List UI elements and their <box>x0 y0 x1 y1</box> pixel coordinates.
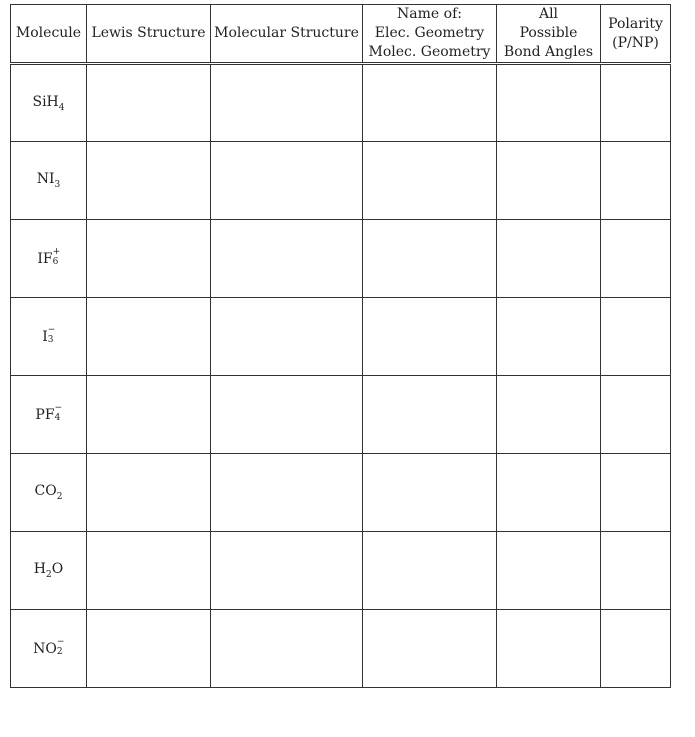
polarity-cell[interactable] <box>601 610 671 688</box>
molecular-structure-cell[interactable] <box>211 220 363 298</box>
header-bond-angles <box>497 5 601 64</box>
geometry-cell[interactable] <box>363 142 497 220</box>
table-row <box>11 64 671 142</box>
header-geometry <box>363 5 497 64</box>
molecular-structure-cell[interactable] <box>211 298 363 376</box>
table-row <box>11 142 671 220</box>
molecule-formula-sub: 2 <box>56 491 63 502</box>
molecule-cell <box>11 64 87 142</box>
molecule-formula-sub: 3 <box>54 179 61 190</box>
molecule-formula-base: H <box>33 561 46 578</box>
header-geometry-line2: Elec. Geometry <box>374 25 485 41</box>
bond-angles-cell[interactable] <box>497 610 601 688</box>
polarity-cell[interactable] <box>601 220 671 298</box>
molecule-formula-sub: 2 <box>46 569 52 580</box>
lewis-structure-cell[interactable] <box>87 220 211 298</box>
molecular-structure-cell[interactable] <box>211 454 363 532</box>
polarity-cell[interactable] <box>601 376 671 454</box>
geometry-cell[interactable] <box>363 220 497 298</box>
polarity-cell[interactable] <box>601 142 671 220</box>
header-polarity <box>601 5 671 64</box>
molecule-formula-base: NO <box>33 640 57 657</box>
polarity-cell[interactable] <box>601 298 671 376</box>
molecule-formula <box>37 246 61 267</box>
table-row <box>11 298 671 376</box>
molecule-formula-sub: 4 <box>58 102 65 113</box>
lewis-structure-cell[interactable] <box>87 376 211 454</box>
geometry-cell[interactable] <box>363 298 497 376</box>
molecular-structure-cell[interactable] <box>211 64 363 142</box>
molecule-formula <box>36 171 61 190</box>
molecule-formula <box>34 483 63 502</box>
molecule-formula <box>33 636 65 657</box>
molecule-formula-charge <box>47 324 56 345</box>
bond-angles-cell[interactable] <box>497 532 601 610</box>
molecular-structure-cell[interactable] <box>211 142 363 220</box>
lewis-structure-cell[interactable] <box>87 64 211 142</box>
lewis-structure-cell[interactable] <box>87 298 211 376</box>
molecule-formula-base: CO <box>34 483 57 500</box>
bond-angles-cell[interactable] <box>497 64 601 142</box>
header-geometry-line3: Molec. Geometry <box>368 44 491 60</box>
molecule-formula-sup: + <box>52 246 61 257</box>
geometry-cell[interactable] <box>363 64 497 142</box>
header-angles-line1: All <box>538 6 559 22</box>
molecule-formula <box>32 93 65 113</box>
geometry-cell[interactable] <box>363 610 497 688</box>
lewis-structure-cell[interactable] <box>87 142 211 220</box>
molecule-formula-base: I <box>42 328 48 345</box>
molecule-formula-sub: 6 <box>52 256 59 267</box>
molecule-formula-base: PF <box>35 406 55 423</box>
polarity-cell[interactable] <box>601 532 671 610</box>
table-row <box>11 376 671 454</box>
molecule-formula-tail: O <box>51 561 64 578</box>
molecule-formula-sup: − <box>54 402 63 413</box>
molecule-formula-sup: − <box>56 636 65 647</box>
header-polarity-line1: Polarity <box>608 15 663 32</box>
bond-angles-cell[interactable] <box>497 142 601 220</box>
molecule-cell <box>11 220 87 298</box>
molecule-formula-sub: 4 <box>54 412 61 423</box>
molecule-formula-charge <box>56 636 65 657</box>
molecule-cell <box>11 142 87 220</box>
bond-angles-cell[interactable] <box>497 220 601 298</box>
molecule-cell <box>11 610 87 688</box>
lewis-structure-cell[interactable] <box>87 532 211 610</box>
lewis-structure-cell[interactable] <box>87 454 211 532</box>
molecular-structure-cell[interactable] <box>211 532 363 610</box>
molecule-cell <box>11 532 87 610</box>
molecule-formula <box>33 561 64 580</box>
molecule-formula <box>35 402 63 423</box>
molecule-formula-charge <box>52 246 61 267</box>
molecular-structure-cell[interactable] <box>211 376 363 454</box>
polarity-cell[interactable] <box>601 64 671 142</box>
table-row <box>11 454 671 532</box>
molecule-formula-base: IF <box>37 250 53 267</box>
header-geometry-line1: Name of: <box>397 6 462 22</box>
header-molecular-structure: Molecular Structure <box>211 5 363 64</box>
header-row <box>11 5 671 64</box>
molecule-formula <box>42 324 56 345</box>
molecule-formula-base: SiH <box>32 93 59 110</box>
molecular-structure-cell[interactable] <box>211 610 363 688</box>
geometry-cell[interactable] <box>363 454 497 532</box>
molecule-formula-sup: − <box>47 324 56 335</box>
bond-angles-cell[interactable] <box>497 376 601 454</box>
bond-angles-cell[interactable] <box>497 298 601 376</box>
polarity-cell[interactable] <box>601 454 671 532</box>
header-molecule: Molecule <box>11 5 87 64</box>
molecule-formula-sub: 2 <box>56 646 63 657</box>
table-row <box>11 610 671 688</box>
header-angles-line3: Bond Angles <box>503 44 594 60</box>
header-polarity-line2: (P/NP) <box>612 34 659 51</box>
molecule-worksheet-table <box>10 4 671 688</box>
molecule-formula-sub: 3 <box>47 334 54 345</box>
molecule-formula-base: NI <box>36 171 55 188</box>
molecule-cell <box>11 376 87 454</box>
molecule-cell <box>11 298 87 376</box>
header-lewis-structure: Lewis Structure <box>87 5 211 64</box>
molecule-cell <box>11 454 87 532</box>
table-row <box>11 220 671 298</box>
geometry-cell[interactable] <box>363 532 497 610</box>
header-angles-line2: Possible <box>519 25 578 41</box>
molecule-formula-charge <box>54 402 63 423</box>
table-row <box>11 532 671 610</box>
bond-angles-cell[interactable] <box>497 454 601 532</box>
geometry-cell[interactable] <box>363 376 497 454</box>
lewis-structure-cell[interactable] <box>87 610 211 688</box>
